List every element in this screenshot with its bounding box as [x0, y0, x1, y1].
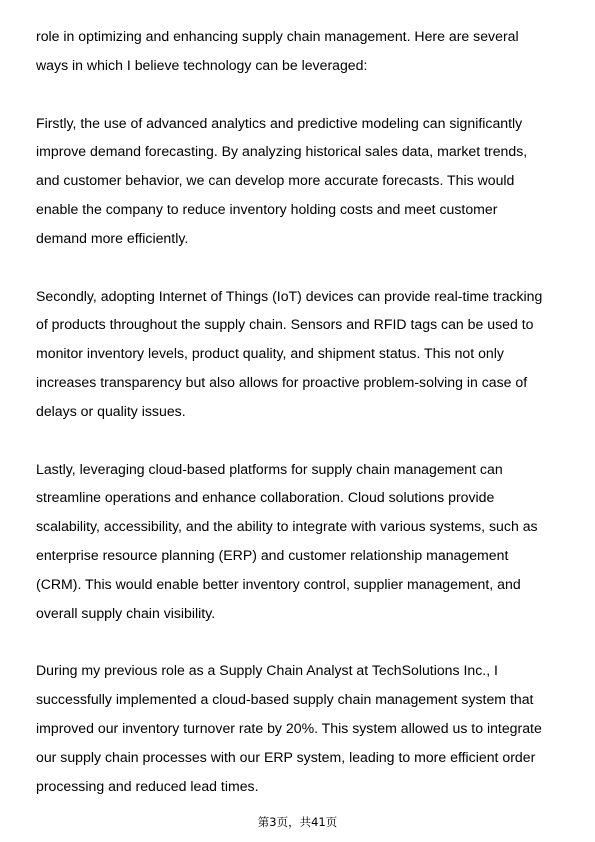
text-line: enable the company to reduce inventory holding costs and meet customer: [36, 200, 498, 217]
text-line: increases transparency but also allows for proactive problem-solving in case of: [36, 373, 528, 390]
paragraph-iot: [36, 282, 566, 426]
text-line: of products throughout the supply chain. Sensors and RFID tags can be used to: [36, 316, 534, 333]
text-line: and customer behavior, we can develop more accurate forecasts. This would: [36, 172, 515, 189]
paragraph-intro-continued: [36, 22, 566, 80]
text-line: streamline operations and enhance collaboration. Cloud solutions provide: [36, 489, 495, 506]
text-line: processing and reduced lead times.: [36, 777, 259, 794]
text-line: Lastly, leveraging cloud-based platforms for supply chain management can: [36, 460, 503, 477]
text-line: monitor inventory levels, product quality, and shipment status. This not only: [36, 345, 504, 362]
text-line: scalability, accessibility, and the ability to integrate with various systems, such as: [36, 518, 538, 535]
paragraph-cloud: [36, 455, 566, 628]
text-line: demand more efficiently.: [36, 229, 189, 246]
paragraph-experience: [36, 656, 566, 800]
paragraph-analytics: [36, 109, 566, 253]
text-line: Secondly, adopting Internet of Things (IoT) devices can provide real-time tracking: [36, 287, 543, 304]
text-line: improve demand forecasting. By analyzing historical sales data, market trends,: [36, 143, 528, 160]
text-line: improved our inventory turnover rate by 20%. This system allowed us to integrate: [36, 719, 542, 736]
text-line: overall supply chain visibility.: [36, 604, 216, 621]
text-line: ways in which I believe technology can be leveraged:: [36, 56, 368, 73]
text-line: delays or quality issues.: [36, 402, 186, 419]
page-number-label: 第3页，共41页: [257, 815, 338, 829]
text-line: role in optimizing and enhancing supply chain management. Here are several: [36, 28, 519, 44]
text-line: During my previous role as a Supply Chain Analyst at TechSolutions Inc., I: [36, 662, 498, 679]
text-line: our supply chain processes with our ERP system, leading to more efficient order: [36, 748, 536, 765]
text-line: successfully implemented a cloud-based supply chain management system that: [36, 691, 534, 708]
page-body: [36, 22, 566, 829]
text-line: Firstly, the use of advanced analytics and predictive modeling can significantly: [36, 114, 523, 131]
text-line: enterprise resource planning (ERP) and customer relationship management: [36, 546, 509, 563]
page-footer: [0, 814, 595, 830]
text-line: (CRM). This would enable better inventory control, supplier management, and: [36, 575, 521, 592]
